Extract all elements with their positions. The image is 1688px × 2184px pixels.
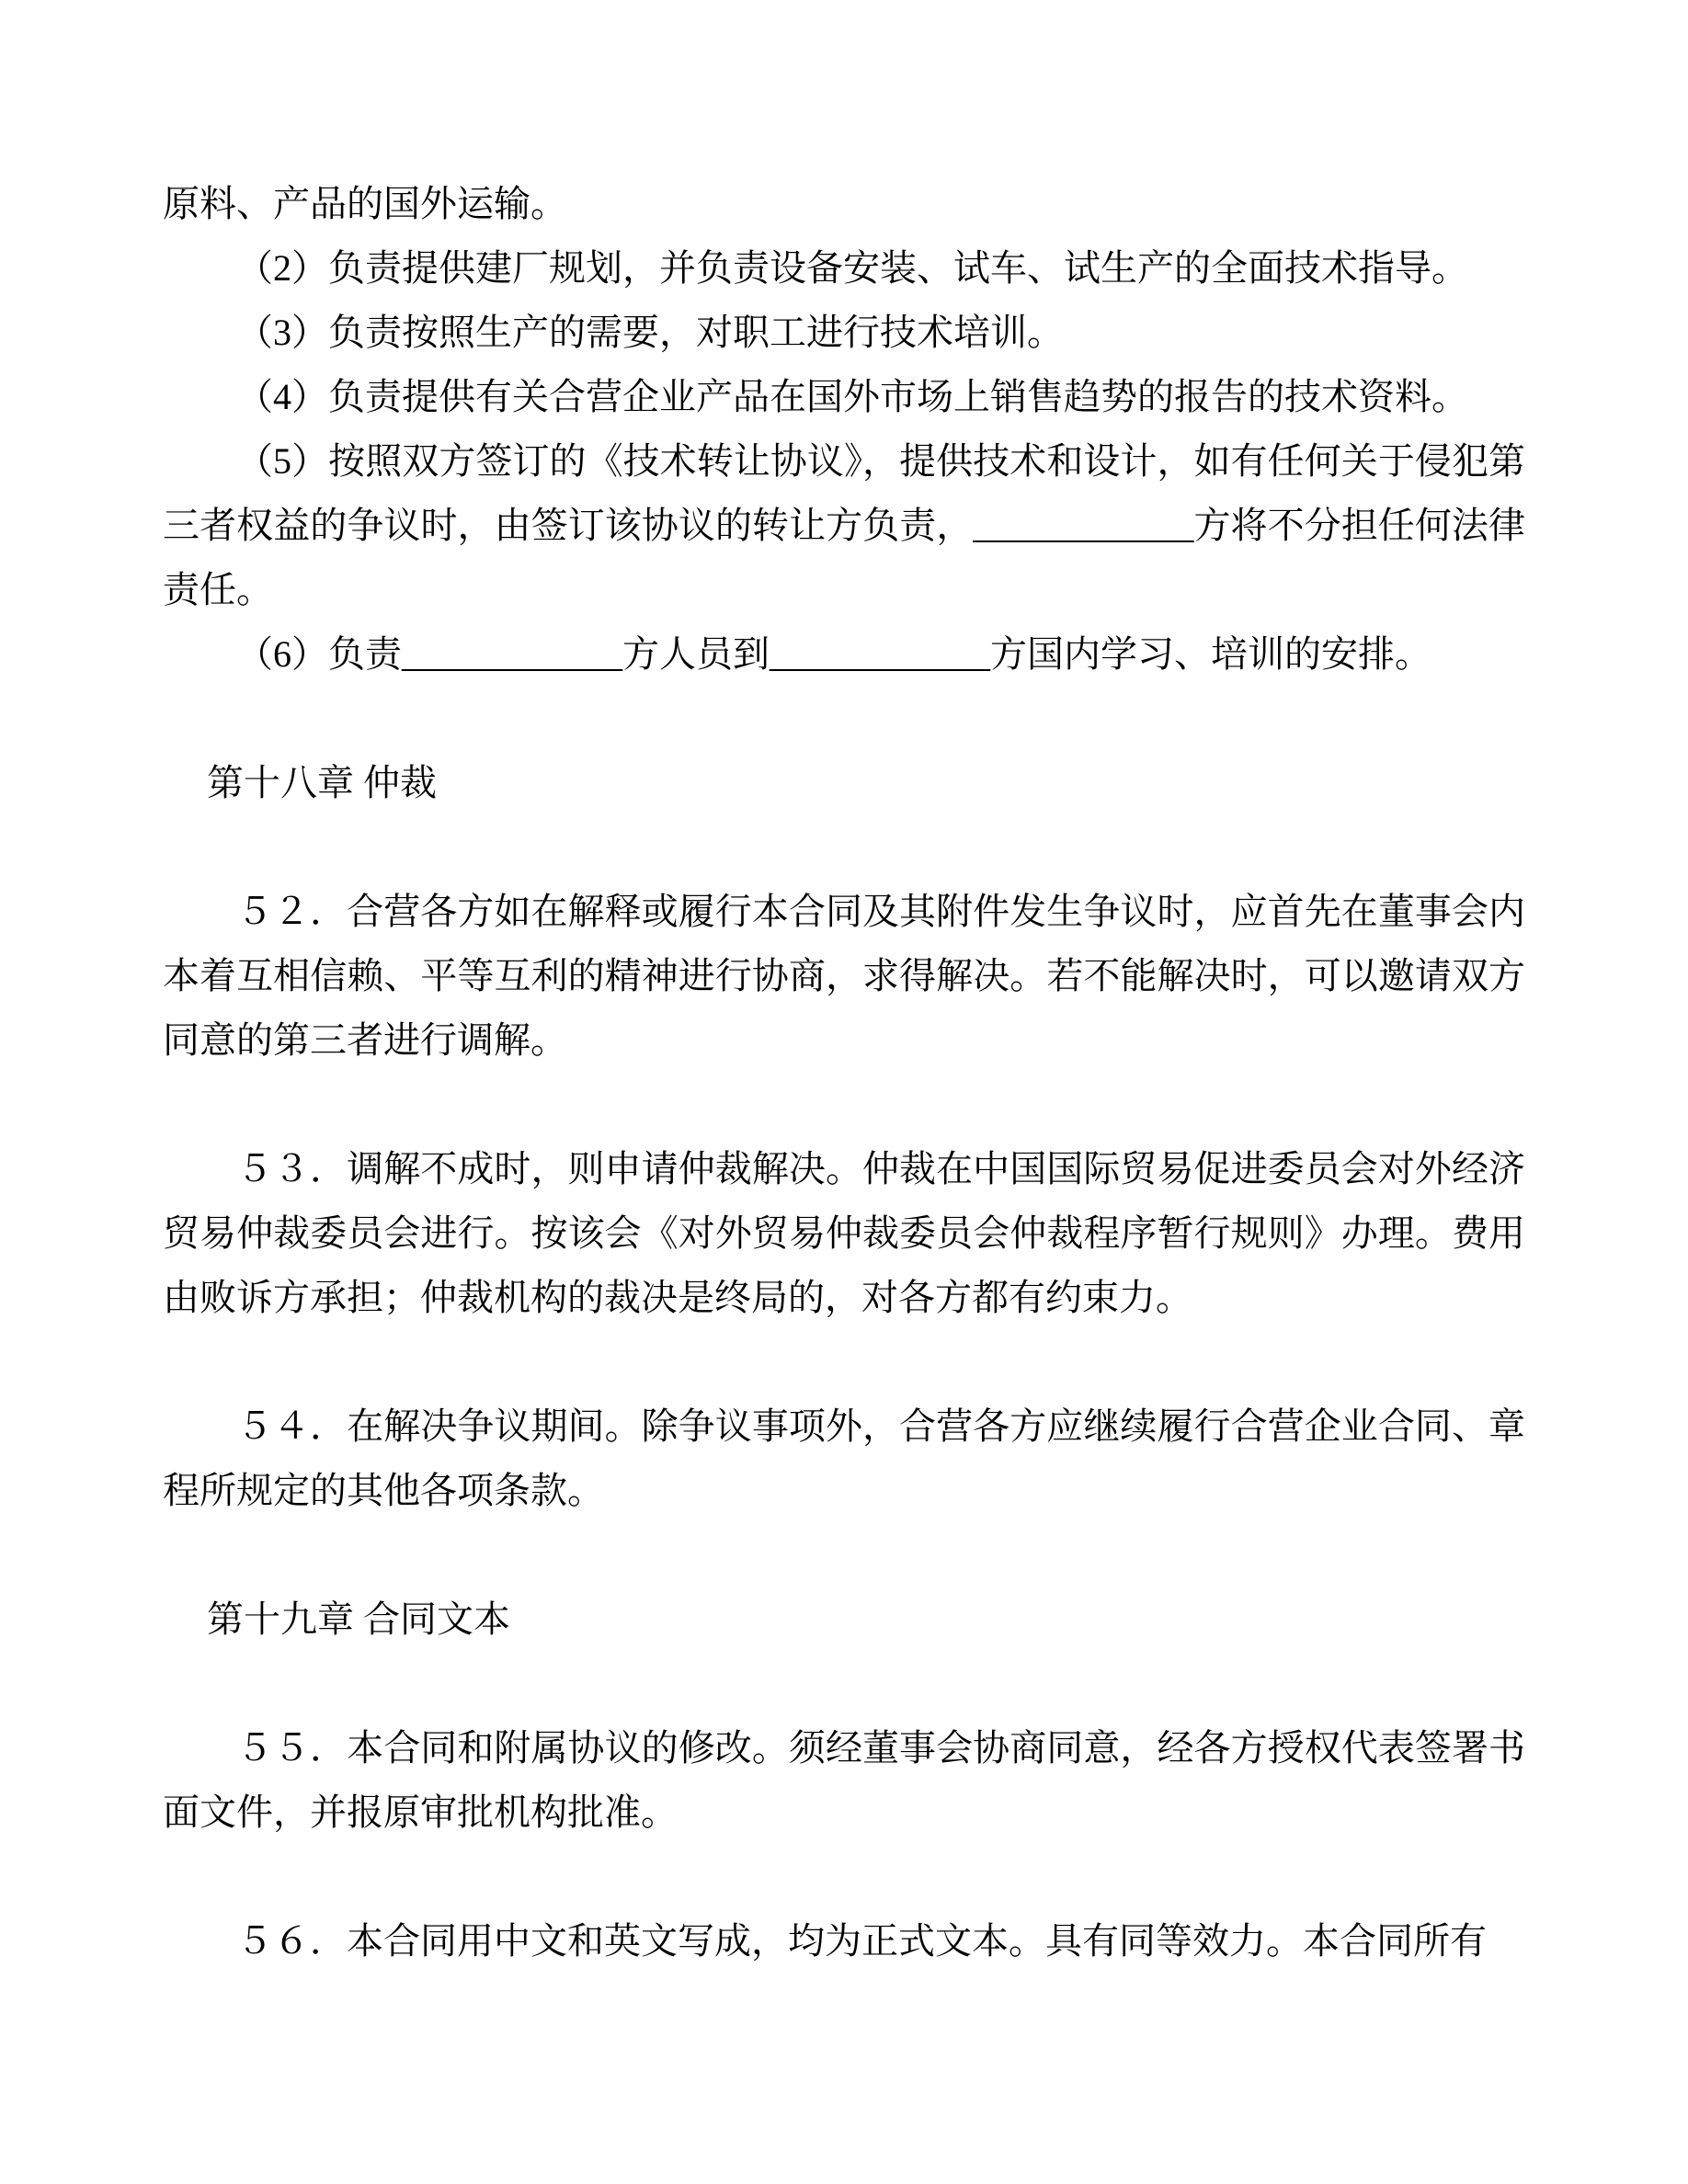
list-item-4: （4）负责提供有关合营企业产品在国外市场上销售趋势的报告的技术资料。 [236,376,1468,417]
clause-55: ５５．本合同和附属协议的修改。须经董事会协商同意，经各方授权代表签署书面文件，并报原审批机构批准。 [163,1727,1525,1833]
list-item-2: （2）负责提供建厂规划，并负责设备安装、试车、试生产的全面技术指导。 [236,247,1468,289]
chapter-18-heading: 第十八章 仲裁 [207,762,437,803]
clause-54: ５４．在解决争议期间。除争议事项外，合营各方应继续履行合营企业合同、章程所规定的其他各项条款。 [163,1405,1525,1511]
clause-56: ５６．本合同用中文和英文写成，均为正式文本。具有同等效力。本合同所有 [236,1920,1487,1962]
chapter-19-heading: 第十九章 合同文本 [207,1598,510,1640]
paragraph-carryover: 原料、产品的国外运输。 [163,183,567,224]
list-item-3: （3）负责按照生产的需要，对职工进行技术培训。 [236,312,1064,353]
clause-52: ５２．合营各方如在解释或履行本合同及其附件发生争议时，应首先在董事会内本着互相信赖、平等互利的精神进行协商，求得解决。若不能解决时，可以邀请双方同意的第三者进行调解。 [163,891,1525,1061]
clause-53: ５３．调解不成时，则申请仲裁解决。仲裁在中国国际贸易促进委员会对外经济贸易仲裁委员会进行。按该会《对外贸易仲裁委员会仲裁程序暂行规则》办理。费用由败诉方承担；仲裁机构的裁决是终局的，对各方都有约束力。 [163,1148,1525,1318]
list-item-6: （6）负责____________方人员到____________方国内学习、培训的安排。 [236,633,1431,675]
list-item-5: （5）按照双方签订的《技术转让协议》，提供技术和设计，如有任何关于侵犯第三者权益的争议时，由签订该协议的转让方负责，____________方将不分担任何法律责任。 [163,440,1525,610]
